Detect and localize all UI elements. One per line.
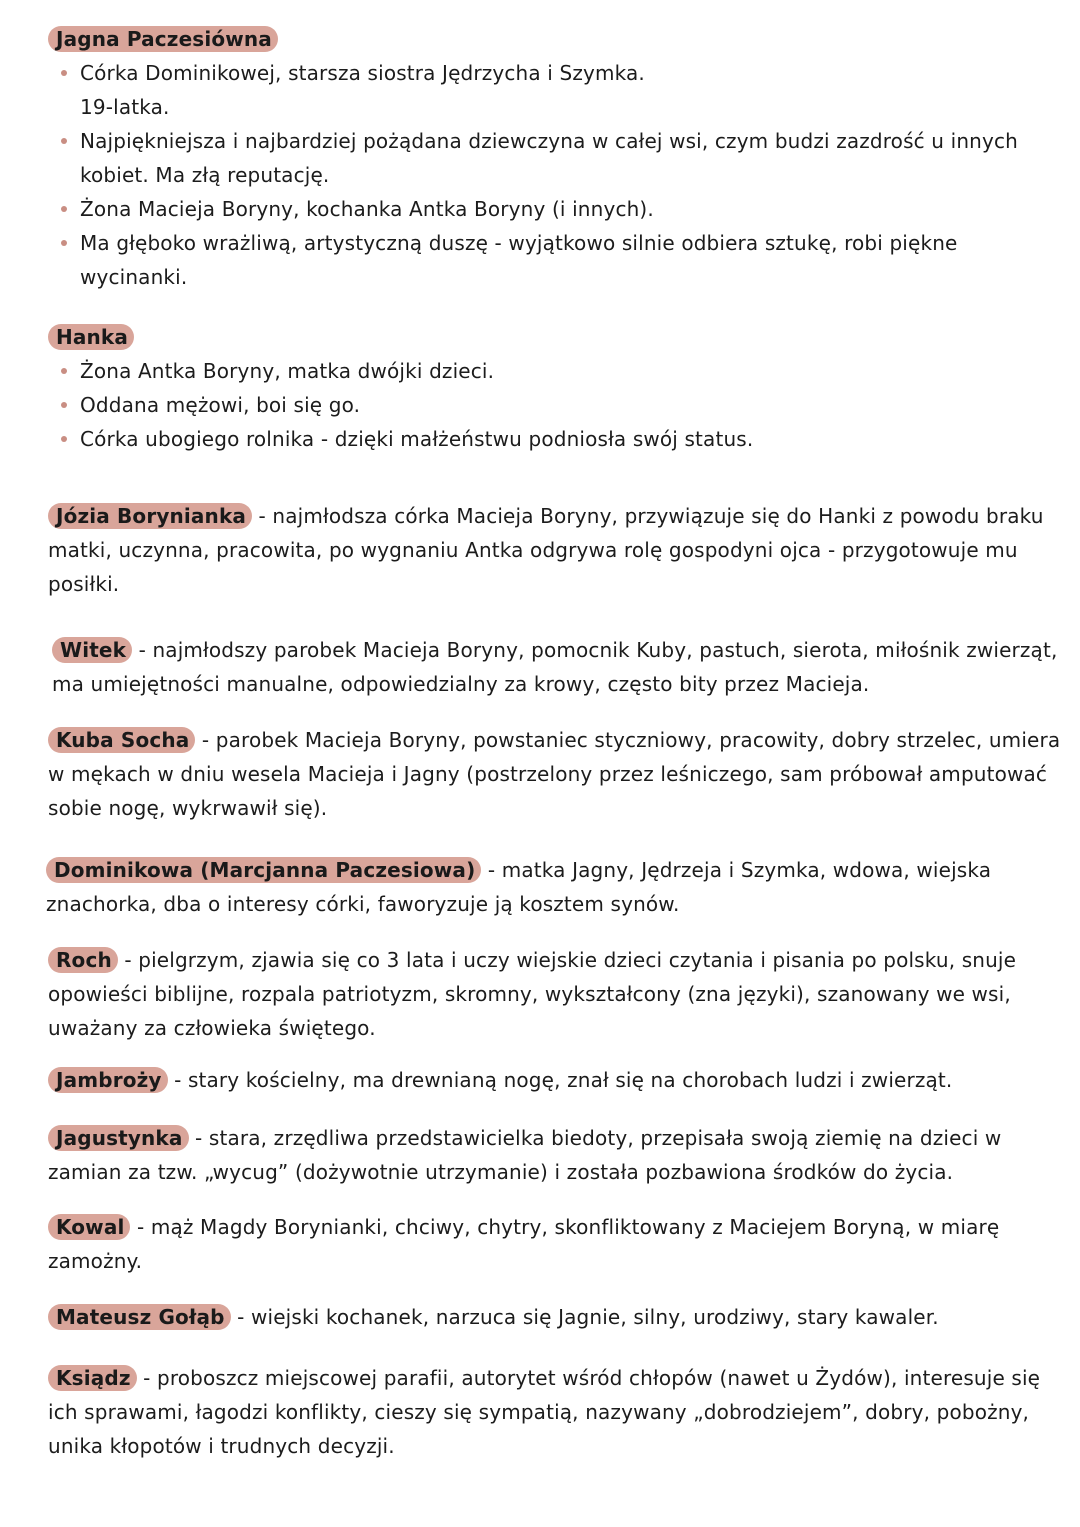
entry-roch	[48, 943, 1063, 1045]
character-name: Hanka	[48, 324, 134, 350]
bullet-item: Oddana mężowi, boi się go.	[48, 388, 1063, 422]
entry-jambrozy	[48, 1063, 1063, 1097]
bullet-item: Najpiękniejsza i najbardziej pożądana dziewczyna w całej wsi, czym budzi zazdrość u innych kobiet. Ma złą reputację.	[48, 124, 1063, 192]
entry-ksiadz	[48, 1361, 1063, 1463]
character-name: Witek	[52, 637, 132, 663]
entry-jozia	[48, 499, 1063, 601]
bullet-item: Ma głęboko wrażliwą, artystyczną duszę - wyjątkowo silnie odbiera sztukę, robi piękne wycinanki.	[48, 226, 1063, 294]
section-hanka	[48, 320, 1063, 456]
character-name: Jagna Paczesiówna	[48, 26, 278, 52]
character-name: Kuba Socha	[48, 727, 195, 753]
bullet-list	[48, 354, 1063, 456]
character-description: - matka Jagny, Jędrzeja i Szymka, wdowa, wiejska znachorka, dba o interesy córki, faworyzuje ją kosztem synów.	[46, 858, 992, 916]
character-description: - stara, zrzędliwa przedstawicielka biedoty, przepisała swoją ziemię na dzieci w zamian za tzw. „wycug” (dożywotnie utrzymanie) i została pozbawiona środków do życia.	[48, 1126, 1002, 1184]
character-name: Kowal	[48, 1214, 130, 1240]
entry-kowal	[48, 1210, 1063, 1278]
character-description: - stary kościelny, ma drewnianą nogę, znał się na chorobach ludzi i zwierząt.	[167, 1068, 953, 1092]
bullet-item: Żona Antka Boryny, matka dwójki dzieci.	[48, 354, 1063, 388]
character-name: Jagustynka	[48, 1125, 189, 1151]
bullet-item: Córka ubogiego rolnika - dzięki małżeństwu podniosła swój status.	[48, 422, 1063, 456]
character-name: Mateusz Gołąb	[48, 1304, 231, 1330]
character-description: - wiejski kochanek, narzuca się Jagnie, silny, urodziwy, stary kawaler.	[230, 1305, 939, 1329]
character-description: - mąż Magdy Borynianki, chciwy, chytry, skonfliktowany z Maciejem Boryną, w miarę zamożny.	[48, 1215, 1000, 1273]
character-description: - najmłodszy parobek Macieja Boryny, pomocnik Kuby, pastuch, sierota, miłośnik zwierząt, ma umiejętności manualne, odpowiedzialny za krowy, często bity przez Macieja.	[52, 638, 1058, 696]
character-name: Ksiądz	[48, 1365, 137, 1391]
character-description: - pielgrzym, zjawia się co 3 lata i uczy wiejskie dzieci czytania i pisania po polsku, snuje opowieści biblijne, rozpala patriotyzm, skromny, wykształcony (zna języki), szanowany we wsi, uważany za człowieka świętego.	[48, 948, 1017, 1040]
entry-witek	[52, 633, 1067, 701]
section-jagna	[48, 22, 1063, 294]
bullet-item: Córka Dominikowej, starsza siostra Jędrzycha i Szymka. 19-latka.	[48, 56, 680, 124]
character-description: - parobek Macieja Boryny, powstaniec styczniowy, pracowity, dobry strzelec, umiera w mękach w dniu wesela Macieja i Jagny (postrzelony przez leśniczego, sam próbował amputować sobie nogę, wykrwawił się).	[48, 728, 1061, 820]
bullet-item: Żona Macieja Boryny, kochanka Antka Boryny (i innych).	[48, 192, 1063, 226]
character-description: - najmłodsza córka Macieja Boryny, przywiązuje się do Hanki z powodu braku matki, uczynna, pracowita, po wygnaniu Antka odgrywa rolę gospodyni ojca - przygotowuje mu posiłki.	[48, 504, 1044, 596]
bullet-list	[48, 56, 1063, 294]
character-name: Dominikowa (Marcjanna Paczesiowa)	[46, 857, 481, 883]
character-name: Józia Borynianka	[48, 503, 252, 529]
entry-kuba	[48, 723, 1063, 825]
character-name: Jambroży	[48, 1067, 168, 1093]
character-name: Roch	[48, 947, 118, 973]
entry-mateusz	[48, 1300, 1063, 1334]
entry-dominikowa	[46, 853, 1061, 921]
entry-jagustynka	[48, 1121, 1063, 1189]
character-description: - proboszcz miejscowej parafii, autorytet wśród chłopów (nawet u Żydów), interesuje się ich sprawami, łagodzi konflikty, cieszy się sympatią, nazywany „dobrodziejem”, dobry, pobożny, unika kłopotów i trudnych decyzji.	[48, 1366, 1041, 1458]
